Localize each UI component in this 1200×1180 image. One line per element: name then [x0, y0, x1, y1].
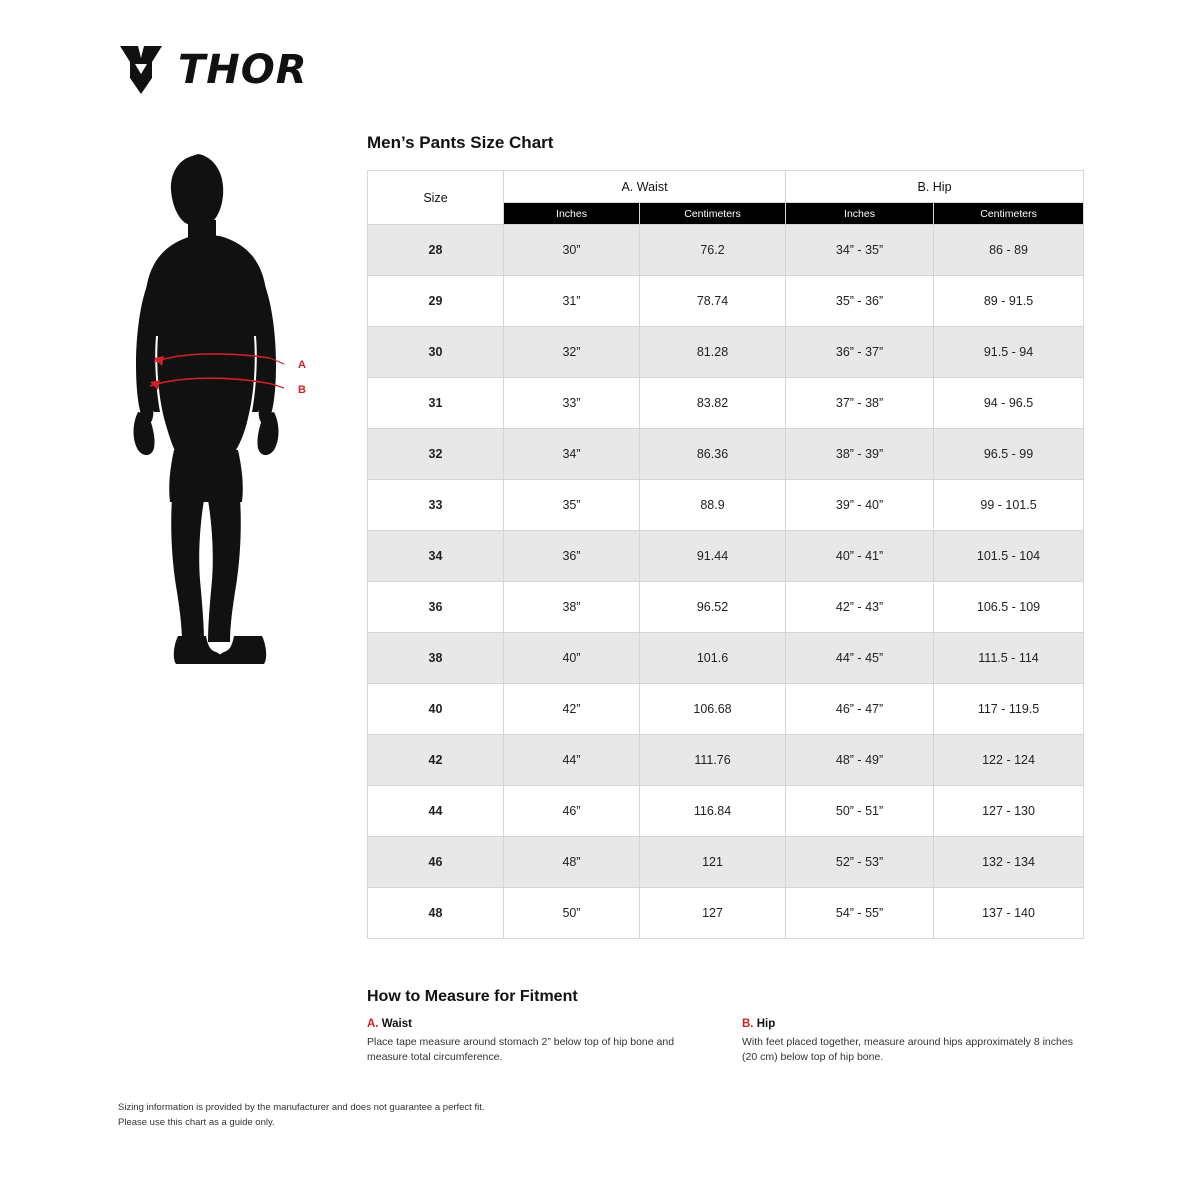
waist-inches-cell: 42”: [504, 684, 640, 735]
hip-inches-cell: 39” - 40”: [786, 480, 934, 531]
hip-cm-cell: 117 - 119.5: [934, 684, 1084, 735]
waist-cm-cell: 78.74: [640, 276, 786, 327]
hip-cm-cell: 137 - 140: [934, 888, 1084, 939]
size-cell: 34: [368, 531, 504, 582]
hip-inches-cell: 36” - 37”: [786, 327, 934, 378]
how-to-measure-hip-heading: [742, 1018, 1087, 1030]
hip-cm-cell: 99 - 101.5: [934, 480, 1084, 531]
hip-cm-cell: 101.5 - 104: [934, 531, 1084, 582]
column-header-waist-inches: Inches: [504, 203, 640, 225]
column-header-hip-inches: Inches: [786, 203, 934, 225]
callout-a-label: A: [298, 359, 306, 371]
how-to-measure-section: [367, 988, 1087, 1065]
hip-inches-cell: 54” - 55”: [786, 888, 934, 939]
waist-inches-cell: 36”: [504, 531, 640, 582]
waist-inches-cell: 48”: [504, 837, 640, 888]
how-to-measure-waist-label: Waist: [381, 1018, 412, 1030]
column-group-waist: A. Waist: [504, 171, 786, 203]
how-to-measure-waist-text: Place tape measure around stomach 2” below top of hip bone and measure total circumference.: [367, 1036, 675, 1064]
size-cell: 28: [368, 225, 504, 276]
how-to-measure-item-hip: [742, 1018, 1087, 1065]
disclaimer: [118, 1101, 485, 1130]
size-cell: 29: [368, 276, 504, 327]
waist-inches-cell: 32”: [504, 327, 640, 378]
how-to-measure-hip-label: Hip: [756, 1018, 776, 1030]
how-to-measure-hip-text: With feet placed together, measure around hips approximately 8 inches (20 cm) below top of hip bone.: [742, 1036, 1073, 1064]
callout-b-label: B: [298, 384, 306, 396]
waist-inches-cell: 33”: [504, 378, 640, 429]
table-row: [368, 276, 1084, 327]
size-cell: 31: [368, 378, 504, 429]
column-header-size: Size: [368, 171, 504, 225]
size-cell: 32: [368, 429, 504, 480]
waist-cm-cell: 116.84: [640, 786, 786, 837]
hip-cm-cell: 94 - 96.5: [934, 378, 1084, 429]
waist-inches-cell: 31”: [504, 276, 640, 327]
size-cell: 42: [368, 735, 504, 786]
size-cell: 44: [368, 786, 504, 837]
size-cell: 46: [368, 837, 504, 888]
waist-cm-cell: 86.36: [640, 429, 786, 480]
body-diagram: [120, 150, 350, 670]
waist-cm-cell: 101.6: [640, 633, 786, 684]
how-to-measure-title: How to Measure for Fitment: [367, 988, 578, 1005]
size-cell: 33: [368, 480, 504, 531]
hip-cm-cell: 111.5 - 114: [934, 633, 1084, 684]
hip-cm-cell: 132 - 134: [934, 837, 1084, 888]
table-row: [368, 378, 1084, 429]
hip-inches-cell: 42” - 43”: [786, 582, 934, 633]
hip-cm-cell: 127 - 130: [934, 786, 1084, 837]
table-row: [368, 480, 1084, 531]
waist-cm-cell: 106.68: [640, 684, 786, 735]
waist-inches-cell: 44”: [504, 735, 640, 786]
hip-inches-cell: 44” - 45”: [786, 633, 934, 684]
disclaimer-line-2: Please use this chart as a guide only.: [118, 1116, 275, 1128]
table-header: [368, 171, 1084, 225]
hip-cm-cell: 86 - 89: [934, 225, 1084, 276]
table-row: [368, 888, 1084, 939]
waist-cm-cell: 127: [640, 888, 786, 939]
waist-cm-cell: 88.9: [640, 480, 786, 531]
page-title: Men’s Pants Size Chart: [367, 133, 554, 152]
hip-inches-cell: 52” - 53”: [786, 837, 934, 888]
table-row: [368, 531, 1084, 582]
disclaimer-line-1: Sizing information is provided by the manufacturer and does not guarantee a perfect fit.: [118, 1102, 485, 1113]
waist-inches-cell: 46”: [504, 786, 640, 837]
brand-name: THOR: [178, 47, 308, 93]
hip-cm-cell: 122 - 124: [934, 735, 1084, 786]
hip-cm-cell: 106.5 - 109: [934, 582, 1084, 633]
waist-inches-cell: 40”: [504, 633, 640, 684]
column-group-hip: B. Hip: [786, 171, 1084, 203]
hip-inches-cell: 50” - 51”: [786, 786, 934, 837]
table-row: [368, 327, 1084, 378]
table-row: [368, 582, 1084, 633]
waist-cm-cell: 91.44: [640, 531, 786, 582]
waist-inches-cell: 50”: [504, 888, 640, 939]
size-chart-table-wrap: [367, 170, 1083, 939]
table-row: [368, 633, 1084, 684]
waist-cm-cell: 76.2: [640, 225, 786, 276]
table-row: [368, 735, 1084, 786]
hip-inches-cell: 48” - 49”: [786, 735, 934, 786]
brand-logo: [118, 44, 308, 96]
size-cell: 38: [368, 633, 504, 684]
hip-cm-cell: 96.5 - 99: [934, 429, 1084, 480]
table-row: [368, 225, 1084, 276]
waist-inches-cell: 35”: [504, 480, 640, 531]
hip-inches-cell: 35” - 36”: [786, 276, 934, 327]
hip-inches-cell: 38” - 39”: [786, 429, 934, 480]
column-header-hip-cm: Centimeters: [934, 203, 1084, 225]
hip-cm-cell: 89 - 91.5: [934, 276, 1084, 327]
how-to-measure-waist-heading: [367, 1018, 704, 1030]
size-cell: 48: [368, 888, 504, 939]
thor-hammer-logo-icon: [118, 44, 164, 96]
table-body: [368, 225, 1084, 939]
waist-cm-cell: 83.82: [640, 378, 786, 429]
waist-cm-cell: 96.52: [640, 582, 786, 633]
size-cell: 30: [368, 327, 504, 378]
waist-cm-cell: 121: [640, 837, 786, 888]
table-row: [368, 684, 1084, 735]
size-chart-table: [367, 170, 1084, 939]
waist-cm-cell: 111.76: [640, 735, 786, 786]
table-row: [368, 837, 1084, 888]
hip-cm-cell: 91.5 - 94: [934, 327, 1084, 378]
size-cell: 40: [368, 684, 504, 735]
waist-inches-cell: 30”: [504, 225, 640, 276]
table-row: [368, 429, 1084, 480]
waist-inches-cell: 38”: [504, 582, 640, 633]
size-cell: 36: [368, 582, 504, 633]
hip-inches-cell: 46” - 47”: [786, 684, 934, 735]
marker-a: A.: [367, 1018, 379, 1030]
table-row: [368, 786, 1084, 837]
hip-inches-cell: 40” - 41”: [786, 531, 934, 582]
marker-b: B.: [742, 1018, 754, 1030]
waist-cm-cell: 81.28: [640, 327, 786, 378]
column-header-waist-cm: Centimeters: [640, 203, 786, 225]
hip-inches-cell: 34” - 35”: [786, 225, 934, 276]
waist-inches-cell: 34”: [504, 429, 640, 480]
hip-inches-cell: 37” - 38”: [786, 378, 934, 429]
how-to-measure-item-waist: [367, 1018, 742, 1065]
